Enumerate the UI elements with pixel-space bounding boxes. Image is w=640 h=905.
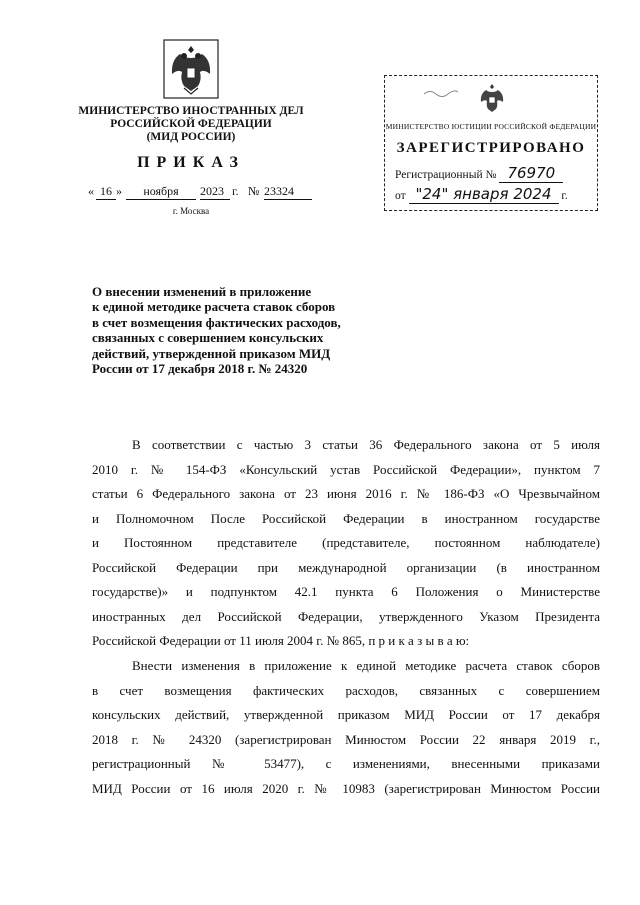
date-close-quote: » [116, 184, 122, 198]
date-open-quote: « [88, 184, 94, 198]
stamp-date-value: "24" января 2024 [409, 185, 559, 204]
ministry-name-line3: (МИД РОССИИ) [146, 131, 236, 143]
registration-stamp [384, 75, 598, 211]
year-suffix: г. [232, 184, 239, 198]
title-line: связанных с совершением консульских [92, 330, 324, 346]
stamp-ministry: МИНИСТЕРСТВО ЮСТИЦИИ РОССИЙСКОЙ ФЕДЕРАЦИИ [385, 122, 597, 131]
text-line: государстве)» и подпунктом 42.1 пункта 6 Положения о Министерстве [92, 584, 600, 599]
date-month: ноября [126, 184, 196, 200]
stamp-smudge [423, 88, 459, 98]
coat-of-arms-icon [162, 38, 220, 100]
text-line: Внести изменения в приложение к единой методике расчета ставок сборов [132, 658, 600, 673]
number-sign: № [248, 184, 260, 198]
stamp-reg-number: 76970 [499, 164, 563, 183]
stamp-date-label: от [395, 190, 406, 202]
stamp-reg-number-line [395, 164, 590, 182]
title-line: действий, утвержденной приказом МИД [92, 345, 331, 361]
order-date-line [88, 184, 348, 200]
stamp-registered: ЗАРЕГИСТРИРОВАНО [396, 140, 586, 156]
stamp-year-suffix: г. [561, 190, 568, 202]
text-line: Российской Федерации при международной организации (в иностранном [92, 559, 600, 575]
text-line: регистрационный № 53477), с изменениями, внесенными приказами [92, 756, 600, 771]
text-line: и Полномочном После Российской Федерации в иностранном государстве [92, 510, 600, 526]
title-line: России от 17 декабря 2018 г. № 24320 [92, 361, 308, 377]
text-line: и Постоянном представителе (представителе, постоянном наблюдателе) [92, 535, 600, 550]
title-line: к единой методике расчета ставок сборов [92, 299, 336, 315]
ministry-name-line1: МИНИСТЕРСТВО ИНОСТРАННЫХ ДЕЛ [78, 105, 304, 117]
text-line: В соответствии с частью 3 статьи 36 Федерального закона от 5 июля [132, 437, 600, 452]
paragraph-1 [92, 433, 600, 654]
stamp-reg-label: Регистрационный № [395, 169, 497, 181]
document-type: ПРИКАЗ [137, 154, 245, 171]
text-line: 2018 г. № 24320 (зарегистрирован Минюстом России 22 января 2019 г., [92, 731, 600, 747]
stamp-date-line [395, 185, 590, 203]
stamp-coat-of-arms-icon [477, 82, 507, 116]
text-line: консульских действий, утвержденной приказом МИД России от 17 декабря [92, 707, 600, 722]
text-line: в счет возмещения фактических расходов, связанных с совершением [92, 682, 600, 698]
paragraph-2 [92, 654, 600, 801]
text-line: статьи 6 Федерального закона от 23 июня 2016 г. № 186-ФЗ «О Чрезвычайном [92, 486, 600, 501]
text-line: иностранных дел Российской Федерации, утвержденного Указом Президента [92, 608, 600, 624]
order-title [92, 284, 392, 376]
title-line: в счет возмещения фактических расходов, [92, 314, 341, 330]
text-line: 2010 г. № 154-ФЗ «Консульский устав Российской Федерации», пунктом 7 [92, 461, 600, 477]
order-number: 23324 [264, 184, 312, 200]
ministry-name-line2: РОССИЙСКОЙ ФЕДЕРАЦИИ [110, 118, 272, 130]
text-line: Российской Федерации от 11 июля 2004 г. № 865, п р и к а з ы в а ю: [92, 633, 470, 648]
city: г. Москва [172, 206, 210, 216]
title-line: О внесении изменений в приложение [92, 284, 312, 299]
date-day: 16 [96, 184, 116, 200]
text-line: МИД России от 16 июля 2020 г. № 10983 (зарегистрирован Минюстом России [92, 780, 600, 796]
date-year: 2023 [200, 184, 230, 200]
